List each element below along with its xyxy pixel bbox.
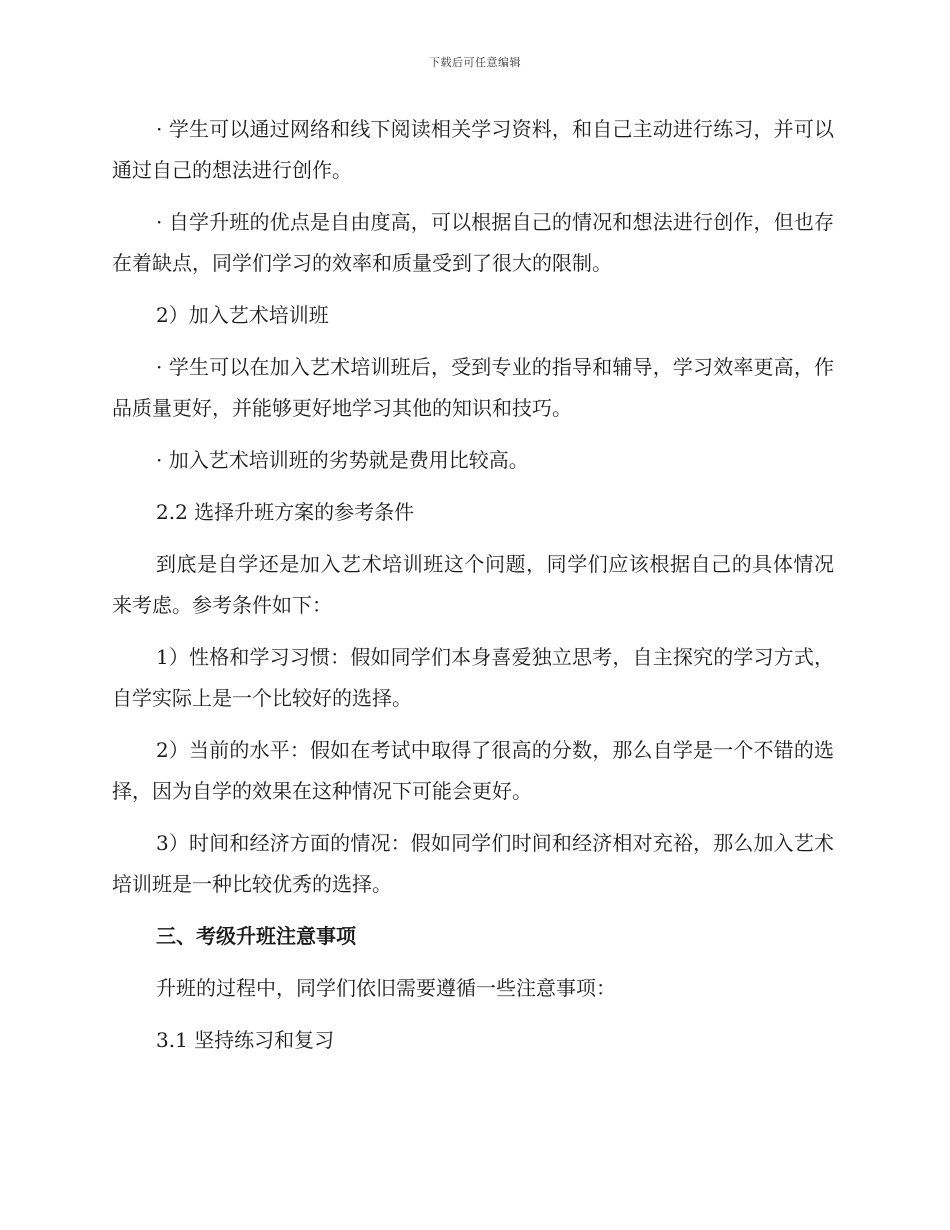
bullet-self-study-pros-cons: · 自学升班的优点是自由度高，可以根据自己的情况和想法进行创作，但也存在着缺点，同学们学习的效率和质量受到了很大的限制。	[112, 210, 834, 275]
subheading-keep-practicing: 3.1 坚持练习和复习	[156, 1028, 335, 1052]
body-conditions-intro: 到底是自学还是加入艺术培训班这个问题，同学们应该根据自己的具体情况来考虑。参考条件如下：	[112, 552, 834, 617]
item-join-art-class: 2）加入艺术培训班	[156, 303, 329, 327]
item-current-level: 2）当前的水平：假如在考试中取得了很高的分数，那么自学是一个不错的选择，因为自学的效果在这种情况下可能会更好。	[112, 738, 834, 803]
section-heading-notes: 三、考级升班注意事项	[156, 924, 356, 948]
item-time-economy: 3）时间和经济方面的情况：假如同学们时间和经济相对充裕，那么加入艺术培训班是一种比较优秀的选择。	[112, 831, 834, 896]
subheading-reference-conditions: 2.2 选择升班方案的参考条件	[156, 500, 415, 524]
page-header: 下载后可任意编辑	[429, 56, 521, 69]
document-body	[112, 109, 834, 1072]
bullet-self-study-method: · 学生可以通过网络和线下阅读相关学习资料，和自己主动进行练习，并可以通过自己的想法进行创作。	[112, 117, 834, 182]
bullet-art-class-benefits: · 学生可以在加入艺术培训班后，受到专业的指导和辅导，学习效率更高，作品质量更好，并能够更好地学习其他的知识和技巧。	[112, 355, 834, 420]
item-personality-habits: 1）性格和学习习惯：假如同学们本身喜爱独立思考，自主探究的学习方式，自学实际上是一个比较好的选择。	[112, 645, 834, 710]
bullet-art-class-cost: · 加入艺术培训班的劣势就是费用比较高。	[156, 448, 529, 472]
body-notes-intro: 升班的过程中，同学们依旧需要遵循一些注意事项：	[156, 976, 616, 1000]
